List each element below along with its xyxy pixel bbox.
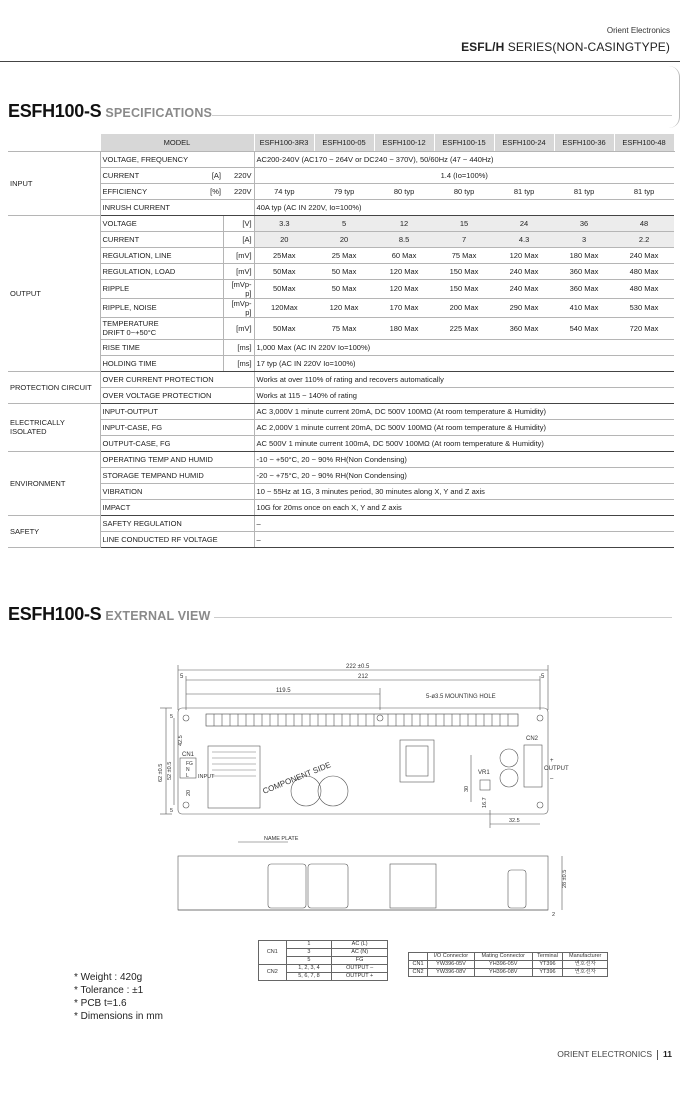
table-row	[8, 215, 674, 231]
page-footer	[557, 1049, 672, 1060]
row-label: OVER VOLTAGE PROTECTION	[100, 387, 254, 403]
table-cell: 5	[314, 215, 374, 231]
row-unit: [ms]	[223, 339, 254, 355]
component-side-label: COMPONENT SIDE	[261, 760, 333, 796]
table-cell: 120Max	[254, 298, 314, 317]
row-label: LINE CONDUCTED RF VOLTAGE	[100, 531, 254, 547]
model-05: ESFH100-05	[314, 134, 374, 151]
dim-overall-width: 222 ±0.5	[346, 664, 370, 670]
dim-212: 212	[358, 674, 369, 680]
row-value: AC 3,000V 1 minute current 20mA, DC 500V 100MΩ (At room temperature & Humidity)	[254, 403, 674, 419]
table-cell: FG	[332, 957, 388, 965]
row-label: EFFICIENCY [%]	[100, 183, 223, 199]
model-36: ESFH100-36	[554, 134, 614, 151]
dim-28: 28 ±0.5	[562, 869, 568, 888]
row-unit: [V]	[223, 215, 254, 231]
table-cell: 80 typ	[374, 183, 434, 199]
table-cell: 50Max	[254, 279, 314, 298]
row-label: SAFETY REGULATION	[100, 515, 254, 531]
table-row	[8, 371, 674, 387]
dim-16-7: 16.7	[482, 797, 488, 808]
note-dimensions: * Dimensions in mm	[74, 1011, 163, 1022]
row-value: AC 500V 1 minute current 100mA, DC 500V 100MΩ (At room temperature & Humidity)	[254, 435, 674, 451]
output-label: OUTPUT	[544, 766, 569, 772]
table-row	[8, 435, 674, 451]
table-cell: 240 Max	[494, 279, 554, 298]
table-cell: 3	[286, 949, 332, 957]
n-label: N	[186, 767, 190, 773]
table-header: Manufacturer	[563, 953, 608, 961]
table-cell: AC (L)	[332, 941, 388, 949]
dim-2: 2	[552, 912, 556, 918]
footer-divider	[657, 1050, 658, 1060]
dim-52: 52 ±0.5	[167, 761, 173, 780]
table-cell: 1	[286, 941, 332, 949]
table-row	[8, 298, 674, 317]
row-value: 10 ~ 55Hz at 1G, 3 minutes period, 30 minutes along X, Y and Z axis	[254, 483, 674, 499]
table-cell: 79 typ	[314, 183, 374, 199]
table-cell: 180 Max	[374, 317, 434, 339]
table-header: Mating Connector	[474, 953, 532, 961]
table-cell: 1, 2, 3, 4	[286, 965, 332, 973]
row-value: 17 typ (AC IN 220V Io=100%)	[254, 355, 674, 371]
table-cell: 81 typ	[614, 183, 674, 199]
category-isolation: ELECTRICALLY ISOLATED	[8, 403, 100, 451]
row-label: RIPPLE	[100, 279, 223, 298]
dim-5-right: 5	[541, 674, 545, 680]
row-value: 10G for 20ms once on each X, Y and Z axis	[254, 499, 674, 515]
table-cell: CN1	[259, 941, 287, 965]
specifications-title-rule	[212, 115, 672, 116]
table-cell: 150 Max	[434, 279, 494, 298]
table-cell: 36	[554, 215, 614, 231]
table-cell: YT396	[532, 969, 563, 977]
name-plate-label: NAME PLATE	[264, 836, 299, 842]
table-cell: 20	[314, 231, 374, 247]
row-value: –	[254, 515, 674, 531]
table-cell: 240 Max	[614, 247, 674, 263]
row-label: CURRENT	[100, 231, 223, 247]
external-view-model: ESFH100-S	[8, 604, 102, 624]
dim-5-top: 5	[170, 714, 174, 720]
category-protection: PROTECTION CIRCUIT	[8, 371, 100, 403]
table-row	[8, 355, 674, 371]
row-label: INPUT-OUTPUT	[100, 403, 254, 419]
specifications-title	[8, 101, 212, 122]
table-row	[8, 247, 674, 263]
table-cell: 410 Max	[554, 298, 614, 317]
row-value: 40A typ (AC IN 220V, Io=100%)	[254, 199, 674, 215]
plus-label: +	[550, 758, 554, 764]
row-unit: [A]	[223, 231, 254, 247]
table-row	[409, 969, 608, 977]
table-cell: 연호전자	[563, 969, 608, 977]
row-value: 1,000 Max (AC IN 220V Io=100%)	[254, 339, 674, 355]
row-value: 1.4 (Io=100%)	[254, 167, 674, 183]
connector-table	[408, 952, 608, 977]
table-row	[409, 953, 608, 961]
table-cell: CN1	[409, 961, 428, 969]
table-cell: 360 Max	[494, 317, 554, 339]
note-pcb: * PCB t=1.6	[74, 998, 127, 1009]
table-row	[8, 419, 674, 435]
spec-notes	[74, 971, 163, 1023]
table-cell: AC (N)	[332, 949, 388, 957]
cn2-label: CN2	[526, 736, 539, 742]
row-value: AC200-240V (AC170 ~ 264V or DC240 ~ 370V), 50/60Hz (47 ~ 440Hz)	[254, 151, 674, 167]
table-cell: 3.3	[254, 215, 314, 231]
table-row	[259, 965, 388, 973]
row-label: REGULATION, LOAD	[100, 263, 223, 279]
dim-42: 42.5	[178, 735, 184, 746]
row-condition: 220V	[223, 167, 254, 183]
header-series	[461, 40, 670, 54]
table-cell: 20	[254, 231, 314, 247]
table-row	[8, 387, 674, 403]
category-safety: SAFETY	[8, 515, 100, 547]
specifications-table	[8, 134, 675, 548]
model-header: MODEL	[100, 134, 254, 151]
table-cell: 120 Max	[314, 298, 374, 317]
row-label: STORAGE TEMPAND HUMID	[100, 467, 254, 483]
row-label: VOLTAGE, FREQUENCY	[100, 151, 254, 167]
table-cell: 150 Max	[434, 263, 494, 279]
table-row	[8, 151, 674, 167]
table-cell: 120 Max	[374, 279, 434, 298]
table-header: I/O Connector	[428, 953, 475, 961]
table-cell: OUTPUT +	[332, 973, 388, 981]
l-label: L	[186, 773, 189, 779]
table-cell: 120 Max	[494, 247, 554, 263]
table-cell: 8.5	[374, 231, 434, 247]
table-cell: 360 Max	[554, 279, 614, 298]
table-row	[8, 263, 674, 279]
table-cell: 120 Max	[374, 263, 434, 279]
row-label: OPERATING TEMP AND HUMID	[100, 451, 254, 467]
table-cell: YH396-05V	[474, 961, 532, 969]
table-cell: 5, 6, 7, 8	[286, 973, 332, 981]
page-number: 11	[663, 1049, 672, 1059]
table-row	[8, 515, 674, 531]
row-label: HOLDING TIME	[100, 355, 223, 371]
row-label: VIBRATION	[100, 483, 254, 499]
table-header: Terminal	[532, 953, 563, 961]
note-tolerance: * Tolerance : ±1	[74, 985, 144, 996]
table-cell: 290 Max	[494, 298, 554, 317]
table-cell: 12	[374, 215, 434, 231]
table-row	[8, 483, 674, 499]
table-cell: 540 Max	[554, 317, 614, 339]
row-unit: [mVp-p]	[223, 279, 254, 298]
row-label: OUTPUT-CASE, FG	[100, 435, 254, 451]
row-label: CURRENT [A]	[100, 167, 223, 183]
table-cell: 81 typ	[554, 183, 614, 199]
table-cell: 360 Max	[554, 263, 614, 279]
table-cell: 25Max	[254, 247, 314, 263]
table-cell: YH396-08V	[474, 969, 532, 977]
model-48: ESFH100-48	[614, 134, 674, 151]
table-row	[8, 531, 674, 547]
row-label: OVER CURRENT PROTECTION	[100, 371, 254, 387]
note-weight: * Weight : 420g	[74, 972, 143, 983]
table-cell: 200 Max	[434, 298, 494, 317]
table-cell: 연호전자	[563, 961, 608, 969]
model-12: ESFH100-12	[374, 134, 434, 151]
row-value: -10 ~ +50°C, 20 ~ 90% RH(Non Condensing)	[254, 451, 674, 467]
dim-5-left: 5	[180, 674, 184, 680]
table-cell: 3	[554, 231, 614, 247]
row-unit: [mV]	[223, 317, 254, 339]
external-view-subtitle: EXTERNAL VIEW	[105, 609, 211, 623]
table-row	[8, 317, 674, 339]
model-3r3: ESFH100-3R3	[254, 134, 314, 151]
row-label: INRUSH CURRENT	[100, 199, 254, 215]
row-label: IMPACT	[100, 499, 254, 515]
dim-119: 119.5	[276, 688, 291, 694]
row-label: TEMPERATURE DRIFT 0~+50°C	[100, 317, 223, 339]
dim-20: 20	[186, 789, 192, 796]
table-cell: 81 typ	[494, 183, 554, 199]
dim-62: 62 ±0.5	[158, 763, 164, 782]
table-cell: YW396-08V	[428, 969, 475, 977]
dim-30: 30	[464, 785, 470, 792]
header-brand: Orient Electronics	[606, 26, 670, 35]
row-value: Works at over 110% of rating and recovers automatically	[254, 371, 674, 387]
table-cell: YT396	[532, 961, 563, 969]
row-unit: [mV]	[223, 247, 254, 263]
row-value: AC 2,000V 1 minute current 20mA, DC 500V 100MΩ (At room temperature & Humidity)	[254, 419, 674, 435]
header-blank	[8, 134, 100, 151]
table-row	[8, 231, 674, 247]
table-header	[409, 953, 428, 961]
table-cell: 4.3	[494, 231, 554, 247]
table-cell: CN2	[409, 969, 428, 977]
table-cell: 50 Max	[314, 279, 374, 298]
row-value: Works at 115 ~ 140% of rating	[254, 387, 674, 403]
row-unit: [ms]	[223, 355, 254, 371]
table-row	[8, 183, 674, 199]
row-unit: [mVp-p]	[223, 298, 254, 317]
table-cell: 240 Max	[494, 263, 554, 279]
row-label: RIPPLE, NOISE	[100, 298, 223, 317]
row-value: –	[254, 531, 674, 547]
table-row	[8, 403, 674, 419]
table-cell: 75 Max	[434, 247, 494, 263]
table-row	[8, 199, 674, 215]
table-cell: 50 Max	[314, 263, 374, 279]
table-row	[8, 451, 674, 467]
table-cell: 530 Max	[614, 298, 674, 317]
table-row	[8, 499, 674, 515]
table-row	[8, 279, 674, 298]
table-row	[8, 467, 674, 483]
row-label: VOLTAGE	[100, 215, 223, 231]
category-input: INPUT	[8, 151, 100, 215]
specifications-model: ESFH100-S	[8, 101, 102, 121]
external-view-drawing	[158, 660, 569, 920]
row-unit: [mV]	[223, 263, 254, 279]
footer-brand: ORIENT ELECTRONICS	[557, 1049, 652, 1059]
table-cell: 5	[286, 957, 332, 965]
specifications-subtitle: SPECIFICATIONS	[105, 106, 213, 120]
table-cell: YW396-05V	[428, 961, 475, 969]
table-cell: 180 Max	[554, 247, 614, 263]
table-cell: 480 Max	[614, 279, 674, 298]
external-view-title	[8, 604, 211, 625]
table-cell: 225 Max	[434, 317, 494, 339]
row-condition: 220V	[223, 183, 254, 199]
table-cell: CN2	[259, 965, 287, 981]
table-cell: 60 Max	[374, 247, 434, 263]
fg-label: FG	[186, 761, 193, 767]
category-output: OUTPUT	[8, 215, 100, 371]
pin-assignment-table	[258, 940, 388, 981]
row-label: REGULATION, LINE	[100, 247, 223, 263]
dim-5-bottom: 5	[170, 808, 174, 814]
series-desc: SERIES(NON-CASINGTYPE)	[504, 40, 670, 54]
external-view-title-rule	[214, 617, 672, 618]
page-edge-decoration	[669, 66, 680, 128]
table-cell: 720 Max	[614, 317, 674, 339]
model-15: ESFH100-15	[434, 134, 494, 151]
table-cell: 170 Max	[374, 298, 434, 317]
model-24: ESFH100-24	[494, 134, 554, 151]
dim-32-5: 32.5	[509, 818, 520, 824]
row-value: -20 ~ +75°C, 20 ~ 90% RH(Non Condensing)	[254, 467, 674, 483]
table-cell: 25 Max	[314, 247, 374, 263]
table-cell: 7	[434, 231, 494, 247]
series-name: ESFL/H	[461, 40, 505, 54]
table-cell: 48	[614, 215, 674, 231]
table-cell: 480 Max	[614, 263, 674, 279]
table-cell: 75 Max	[314, 317, 374, 339]
table-cell: 74 typ	[254, 183, 314, 199]
mounting-hole-label: 5-ø3.5 MOUNTING HOLE	[426, 694, 496, 700]
table-cell: 2.2	[614, 231, 674, 247]
input-label: INPUT	[198, 774, 215, 780]
category-environment: ENVIRONMENT	[8, 451, 100, 515]
table-row	[8, 167, 674, 183]
table-cell: 50Max	[254, 263, 314, 279]
table-cell: OUTPUT –	[332, 965, 388, 973]
table-row	[259, 941, 388, 949]
table-cell: 50Max	[254, 317, 314, 339]
row-label: RISE TIME	[100, 339, 223, 355]
header-rule	[0, 61, 680, 62]
table-cell: 15	[434, 215, 494, 231]
table-row	[409, 961, 608, 969]
model-header-row	[8, 134, 674, 151]
row-label: INPUT-CASE, FG	[100, 419, 254, 435]
minus-label: –	[550, 776, 554, 782]
table-cell: 80 typ	[434, 183, 494, 199]
cn1-label: CN1	[182, 752, 195, 758]
table-row	[8, 339, 674, 355]
vr1-label: VR1	[478, 770, 490, 776]
table-cell: 24	[494, 215, 554, 231]
